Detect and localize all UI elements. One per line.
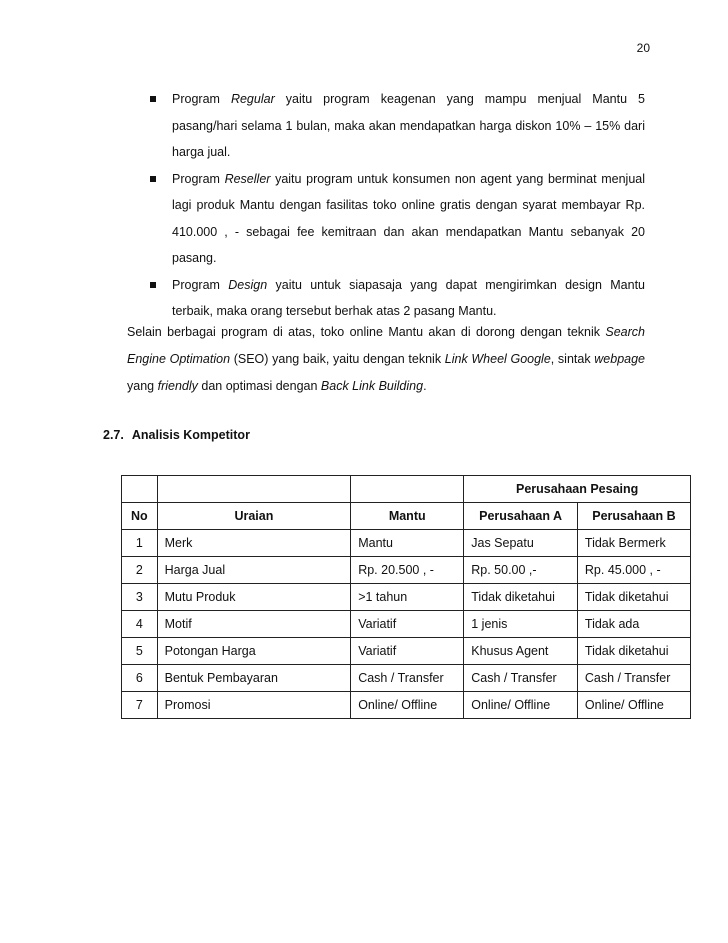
- bullet-item: [150, 272, 645, 325]
- bullet-square-icon: [150, 96, 156, 102]
- cell-perusahaan-a: Rp. 50.00 ,-: [464, 557, 578, 584]
- cell-perusahaan-a: Cash / Transfer: [464, 665, 578, 692]
- text-run: yaitu program untuk konsumen non agent yang berminat menjual lagi produk Mantu dengan fasilitas toko online gratis dengan syarat membayar Rp. 410.000 , - sebagai fee kemitraan dan akan mendapatkan Mantu sebanyak 20 pasang.: [172, 171, 646, 265]
- italic-term: Design: [228, 277, 268, 292]
- cell-uraian: Bentuk Pembayaran: [157, 665, 351, 692]
- cell-perusahaan-b: Tidak diketahui: [577, 584, 690, 611]
- italic-term: Back Link Building: [320, 379, 424, 393]
- cell-perusahaan-b: Cash / Transfer: [577, 665, 690, 692]
- header-no: No: [122, 503, 158, 530]
- page-number: 20: [636, 41, 650, 55]
- cell-mantu: Mantu: [351, 530, 464, 557]
- cell-no: 5: [122, 638, 158, 665]
- program-bullet-list: [150, 86, 645, 325]
- header-perusahaan-pesaing: Perusahaan Pesaing: [464, 476, 691, 503]
- cell-no: 6: [122, 665, 158, 692]
- cell-perusahaan-b: Tidak diketahui: [577, 638, 690, 665]
- cell-perusahaan-a: 1 jenis: [464, 611, 578, 638]
- cell-uraian: Harga Jual: [157, 557, 351, 584]
- table-row: [122, 557, 691, 584]
- cell-perusahaan-b: Tidak Bermerk: [577, 530, 690, 557]
- table-row: [122, 530, 691, 557]
- cell-no: 1: [122, 530, 158, 557]
- header-perusahaan-b: Perusahaan B: [577, 503, 690, 530]
- table-row: [122, 584, 691, 611]
- text-run: Program: [172, 92, 231, 106]
- paragraph-text: [127, 325, 645, 393]
- table-row: [122, 692, 691, 719]
- cell-mantu: Online/ Offline: [351, 692, 464, 719]
- cell-mantu: >1 tahun: [351, 584, 464, 611]
- bullet-item: [150, 166, 645, 272]
- cell-uraian: Mutu Produk: [157, 584, 351, 611]
- cell-perusahaan-a: Jas Sepatu: [464, 530, 578, 557]
- text-run: yaitu program keagenan yang mampu menjual Mantu 5 pasang/hari selama 1 bulan, maka akan mendapatkan harga diskon 10% – 15% dari harga jual.: [172, 92, 645, 159]
- cell-mantu: Variatif: [351, 638, 464, 665]
- text-run: (SEO) yang baik, yaitu dengan teknik: [230, 352, 445, 366]
- text-run: .: [423, 379, 427, 393]
- cell-uraian: Promosi: [157, 692, 351, 719]
- italic-term: Regular: [230, 92, 275, 106]
- section-number: 2.7.: [103, 428, 124, 442]
- header-perusahaan-a: Perusahaan A: [464, 503, 578, 530]
- italic-term: Search Engine Optimation: [127, 325, 645, 366]
- section-heading: [103, 428, 250, 442]
- cell-perusahaan-b: Online/ Offline: [577, 692, 690, 719]
- cell-perusahaan-a: Khusus Agent: [464, 638, 578, 665]
- cell-no: 2: [122, 557, 158, 584]
- bullet-text: [172, 278, 645, 319]
- section-title: Analisis Kompetitor: [131, 428, 250, 442]
- cell-no: 7: [122, 692, 158, 719]
- competitor-table: [121, 475, 691, 719]
- cell-perusahaan-b: Tidak ada: [577, 611, 690, 638]
- text-run: yaitu untuk siapasaja yang dapat mengirimkan design Mantu terbaik, maka orang tersebut berhak atas 2 pasang Mantu.: [172, 277, 646, 318]
- text-run: Selain berbagai program di atas, toko online Mantu akan di dorong dengan teknik: [127, 325, 606, 339]
- text-run: Program: [172, 277, 229, 292]
- cell-perusahaan-b: Rp. 45.000 , -: [577, 557, 690, 584]
- text-run: dan optimasi dengan: [197, 379, 321, 393]
- cell-mantu: Variatif: [351, 611, 464, 638]
- cell-mantu: Cash / Transfer: [351, 665, 464, 692]
- table-row: [122, 665, 691, 692]
- header-spacer-no: [122, 476, 158, 503]
- bullet-text: [172, 92, 645, 159]
- cell-uraian: Potongan Harga: [157, 638, 351, 665]
- italic-term: Link Wheel Google: [444, 352, 551, 366]
- body-paragraph: [127, 319, 645, 400]
- header-spacer-mantu: [351, 476, 464, 503]
- cell-perusahaan-a: Tidak diketahui: [464, 584, 578, 611]
- bullet-text: [172, 172, 645, 266]
- cell-no: 4: [122, 611, 158, 638]
- cell-perusahaan-a: Online/ Offline: [464, 692, 578, 719]
- cell-mantu: Rp. 20.500 , -: [351, 557, 464, 584]
- text-run: yang: [127, 379, 158, 393]
- bullet-square-icon: [150, 176, 156, 182]
- text-run: Program: [172, 171, 225, 186]
- italic-term: Reseller: [224, 171, 271, 186]
- table-row: [122, 611, 691, 638]
- header-uraian: Uraian: [157, 503, 351, 530]
- header-mantu: Mantu: [351, 503, 464, 530]
- italic-term: friendly: [157, 379, 198, 393]
- cell-no: 3: [122, 584, 158, 611]
- header-spacer-uraian: [157, 476, 351, 503]
- bullet-item: [150, 86, 645, 166]
- cell-uraian: Motif: [157, 611, 351, 638]
- bullet-square-icon: [150, 282, 156, 288]
- table-row: [122, 638, 691, 665]
- text-run: , sintak: [550, 352, 595, 366]
- italic-term: webpage: [594, 352, 646, 366]
- cell-uraian: Merk: [157, 530, 351, 557]
